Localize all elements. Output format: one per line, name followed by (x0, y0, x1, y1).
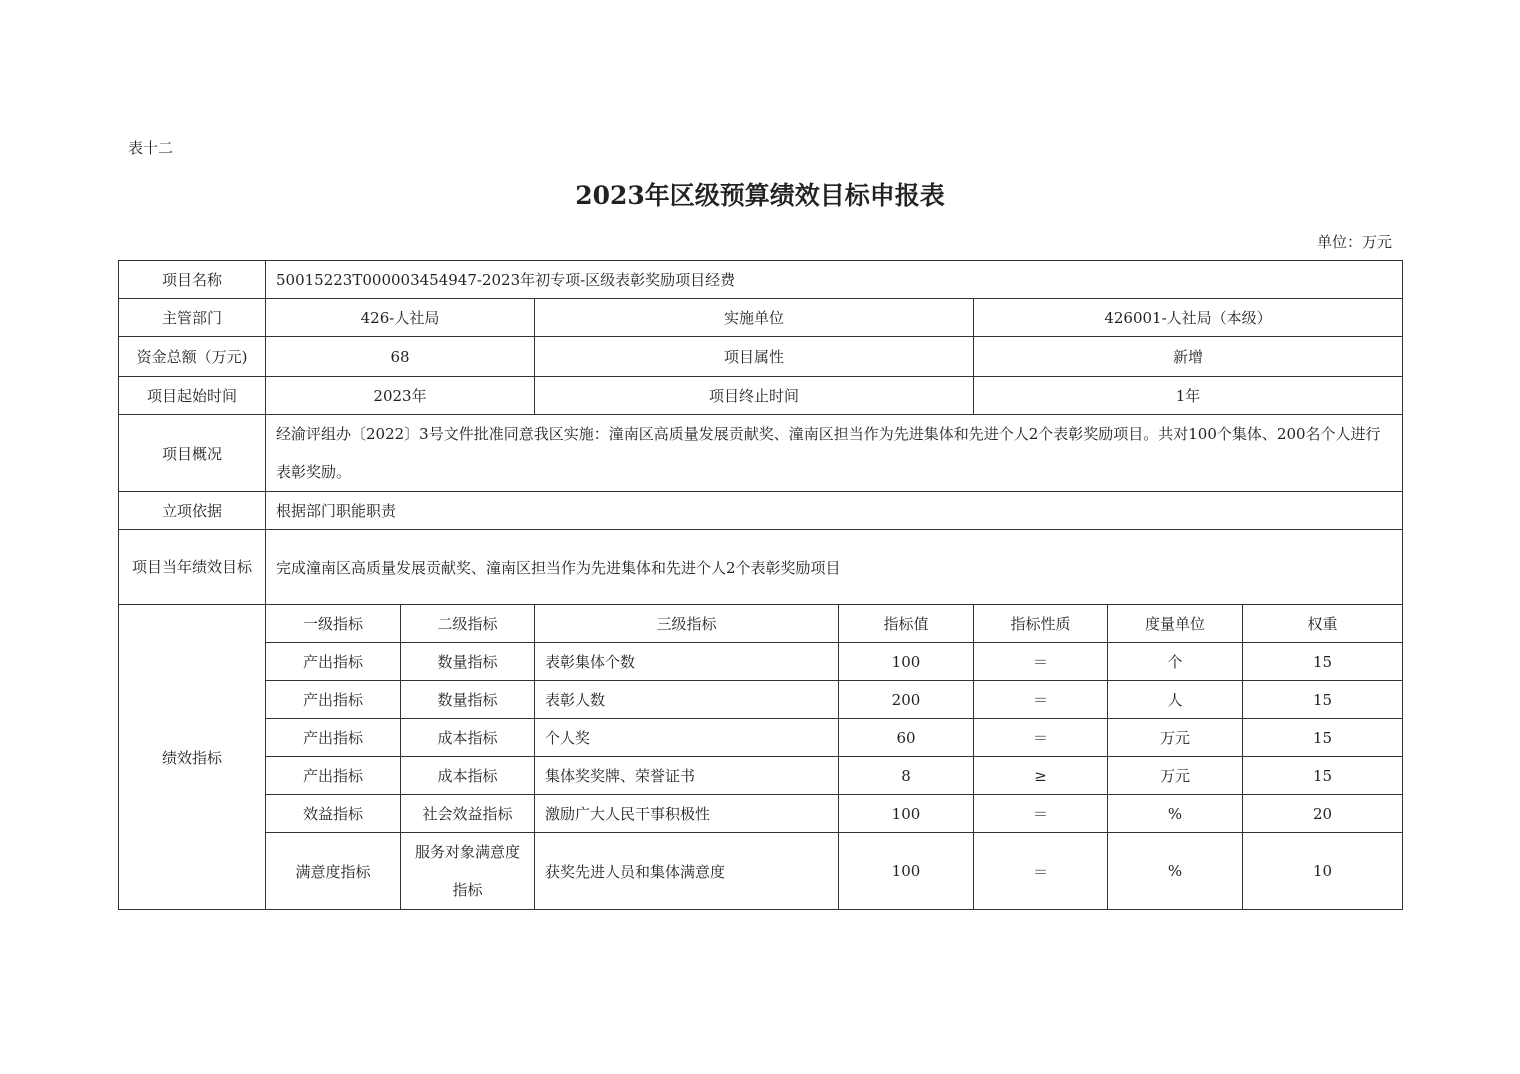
row-fund (119, 337, 1403, 377)
cell-level3: 集体奖奖牌、荣誉证书 (535, 757, 839, 795)
project-name-value: 50015223T000003454947-2023年初专项-区级表彰奖励项目经费 (266, 261, 1403, 299)
start-label: 项目起始时间 (119, 377, 266, 415)
header-nature: 指标性质 (974, 605, 1108, 643)
header-level3: 三级指标 (535, 605, 839, 643)
cell-unit: 人 (1108, 681, 1243, 719)
row-time (119, 377, 1403, 415)
cell-value: 100 (839, 833, 974, 910)
project-name-label: 项目名称 (119, 261, 266, 299)
cell-level2: 数量指标 (401, 643, 535, 681)
overview-value: 经渝评组办〔2022〕3号文件批准同意我区实施：潼南区高质量发展贡献奖、潼南区担当作为先进集体和先进个人2个表彰奖励项目。共对100个集体、200名个人进行表彰奖励。 (266, 415, 1403, 492)
cell-level2: 成本指标 (401, 719, 535, 757)
cell-level1: 效益指标 (266, 795, 401, 833)
goal-value: 完成潼南区高质量发展贡献奖、潼南区担当作为先进集体和先进个人2个表彰奖励项目 (266, 530, 1403, 605)
cell-value: 200 (839, 681, 974, 719)
cell-weight: 10 (1243, 833, 1403, 910)
cell-level1: 产出指标 (266, 757, 401, 795)
cell-level2: 服务对象满意度指标 (401, 833, 535, 910)
overview-label: 项目概况 (119, 415, 266, 492)
goal-label: 项目当年绩效目标 (119, 530, 266, 605)
cell-value: 60 (839, 719, 974, 757)
budget-form-table (118, 260, 1403, 910)
row-goal (119, 530, 1403, 605)
header-value: 指标值 (839, 605, 974, 643)
cell-nature: ＝ (974, 795, 1108, 833)
header-weight: 权重 (1243, 605, 1403, 643)
unit-label: 单位：万元 (1316, 233, 1392, 251)
table-caption: 表十二 (128, 139, 174, 157)
attr-label: 项目属性 (535, 337, 974, 377)
table-row (119, 757, 1403, 795)
cell-nature: ＝ (974, 833, 1108, 910)
row-basis (119, 492, 1403, 530)
fund-value: 68 (266, 337, 535, 377)
cell-weight: 15 (1243, 681, 1403, 719)
fund-label: 资金总额（万元) (119, 337, 266, 377)
cell-nature: ＝ (974, 681, 1108, 719)
cell-level2: 数量指标 (401, 681, 535, 719)
cell-nature: ＝ (974, 643, 1108, 681)
cell-level2: 成本指标 (401, 757, 535, 795)
indicator-header-row (119, 605, 1403, 643)
page-title: 2023年区级预算绩效目标申报表 (575, 181, 945, 210)
impl-label: 实施单位 (535, 299, 974, 337)
dept-value: 426-人社局 (266, 299, 535, 337)
start-value: 2023年 (266, 377, 535, 415)
cell-weight: 15 (1243, 719, 1403, 757)
cell-weight: 20 (1243, 795, 1403, 833)
end-label: 项目终止时间 (535, 377, 974, 415)
cell-unit: 万元 (1108, 719, 1243, 757)
cell-level3: 获奖先进人员和集体满意度 (535, 833, 839, 910)
row-overview (119, 415, 1403, 492)
table-row (119, 719, 1403, 757)
cell-level1: 满意度指标 (266, 833, 401, 910)
cell-level3: 个人奖 (535, 719, 839, 757)
cell-weight: 15 (1243, 643, 1403, 681)
dept-label: 主管部门 (119, 299, 266, 337)
table-row (119, 643, 1403, 681)
end-value: 1年 (974, 377, 1403, 415)
basis-label: 立项依据 (119, 492, 266, 530)
cell-level1: 产出指标 (266, 719, 401, 757)
cell-value: 8 (839, 757, 974, 795)
cell-level3: 表彰集体个数 (535, 643, 839, 681)
indicators-section-label: 绩效指标 (119, 605, 266, 910)
cell-level3: 表彰人数 (535, 681, 839, 719)
attr-value: 新增 (974, 337, 1403, 377)
row-project-name (119, 261, 1403, 299)
cell-weight: 15 (1243, 757, 1403, 795)
cell-unit: % (1108, 833, 1243, 910)
impl-value: 426001-人社局（本级） (974, 299, 1403, 337)
cell-nature: ≥ (974, 757, 1108, 795)
table-row (119, 681, 1403, 719)
cell-value: 100 (839, 643, 974, 681)
table-row (119, 833, 1403, 910)
table-row (119, 795, 1403, 833)
cell-nature: ＝ (974, 719, 1108, 757)
cell-unit: 万元 (1108, 757, 1243, 795)
cell-unit: % (1108, 795, 1243, 833)
cell-level2: 社会效益指标 (401, 795, 535, 833)
basis-value: 根据部门职能职责 (266, 492, 1403, 530)
cell-level1: 产出指标 (266, 681, 401, 719)
header-level2: 二级指标 (401, 605, 535, 643)
cell-unit: 个 (1108, 643, 1243, 681)
header-level1: 一级指标 (266, 605, 401, 643)
row-department (119, 299, 1403, 337)
cell-value: 100 (839, 795, 974, 833)
cell-level3: 激励广大人民干事积极性 (535, 795, 839, 833)
header-unit: 度量单位 (1108, 605, 1243, 643)
cell-level1: 产出指标 (266, 643, 401, 681)
